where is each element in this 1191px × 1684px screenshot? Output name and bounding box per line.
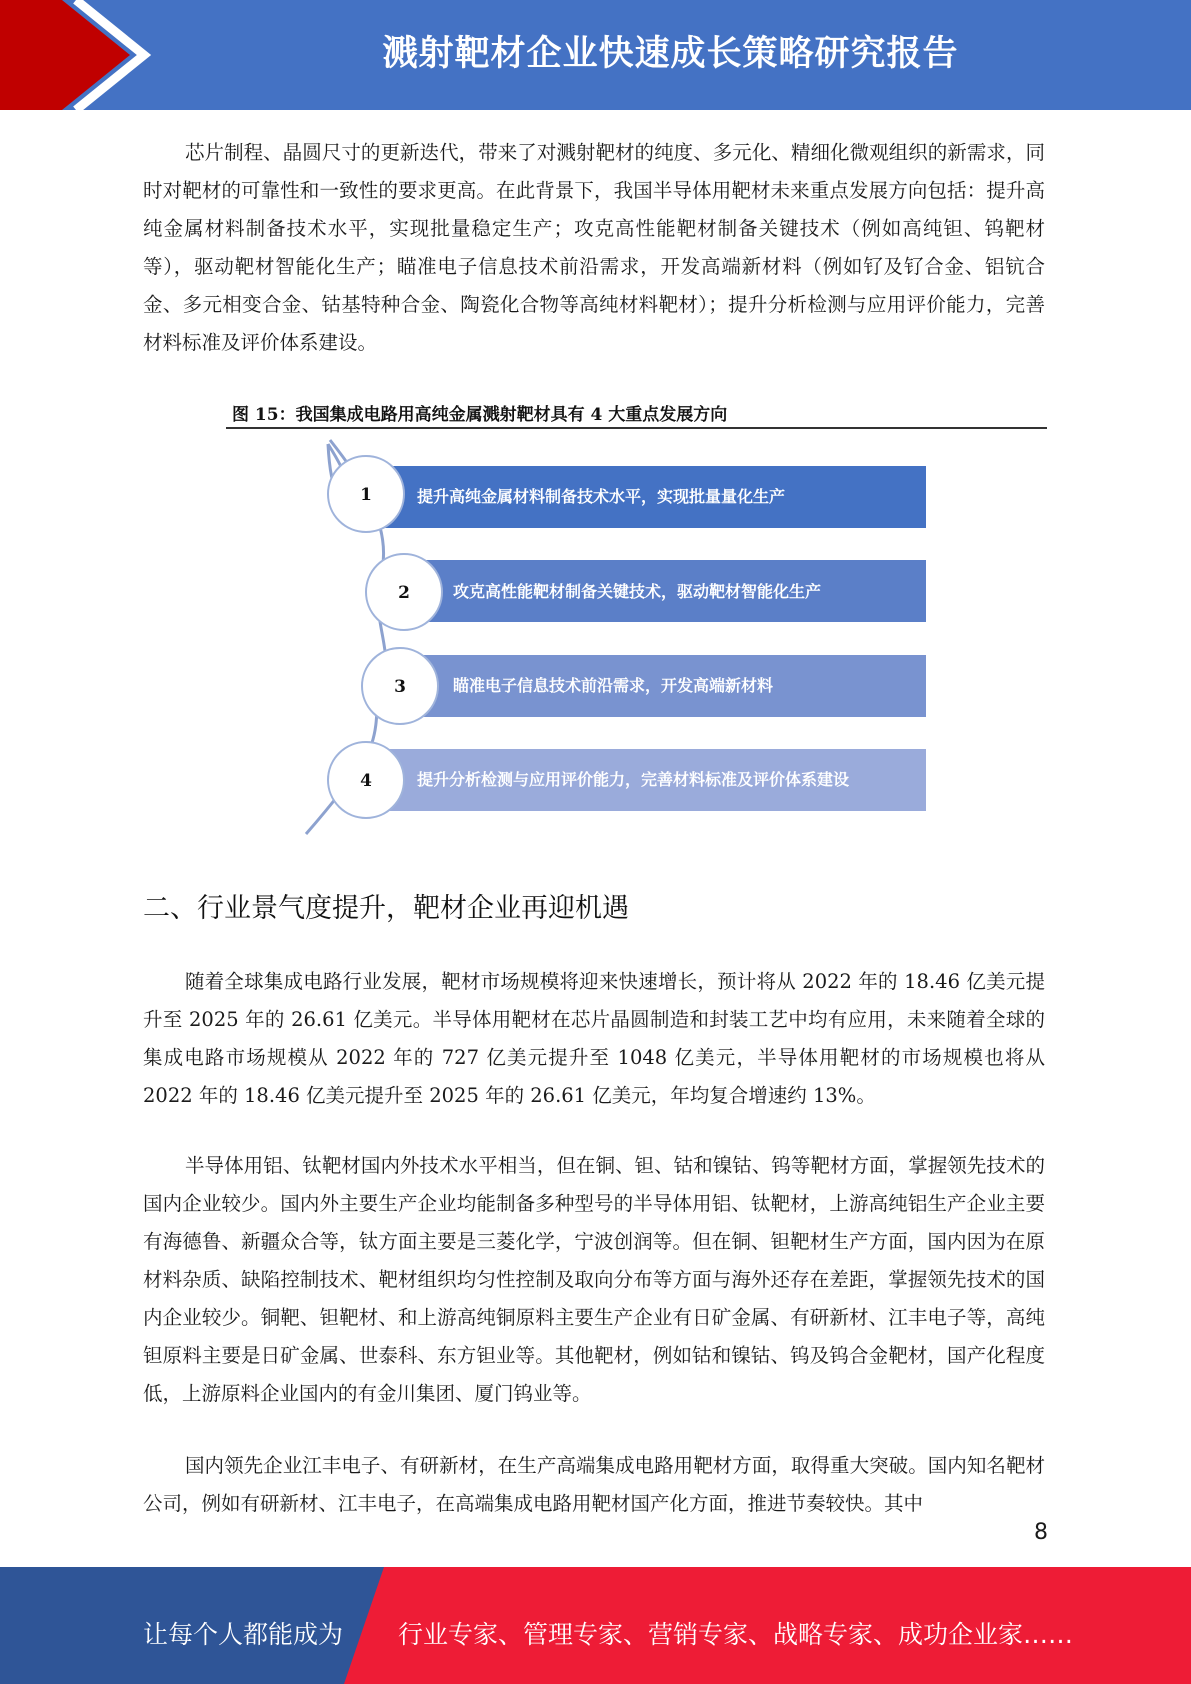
direction-number-4: 4 bbox=[360, 771, 372, 791]
report-title: 溅射靶材企业快速成长策略研究报告 bbox=[382, 34, 959, 74]
leading-companies-paragraph: 国内领先企业江丰电子、有研新材，在生产高端集成电路用靶材方面，取得重大突破。国内知名靶材公司，例如有研新材、江丰电子，在高端集成电路用靶材国产化方面，推进节奏较快。其中 bbox=[143, 1454, 1045, 1515]
figure-caption: 图 15：我国集成电路用高纯金属溅射靶材具有 4 大重点发展方向 bbox=[232, 405, 728, 425]
development-directions-diagram bbox=[300, 438, 940, 838]
intro-paragraph: 芯片制程、晶圆尺寸的更新迭代，带来了对溅射靶材的纯度、多元化、精细化微观组织的新需求，同时对靶材的可靠性和一致性的要求更高。在此背景下，我国半导体用靶材未来重点发展方向包括：提升高纯金属材料制备技术水平，实现批量稳定生产；攻克高性能靶材制备关键技术（例如高纯钽、钨靶材等），驱动靶材智能化生产；瞄准电子信息技术前沿需求，开发高端新材料（例如钌及钌合金、铝钪合金、多元相变合金、钴基特种合金、陶瓷化合物等高纯材料靶材）；提升分析检测与应用评价能力，完善材料标准及评价体系建设。 bbox=[143, 141, 1045, 354]
page-number: 8 bbox=[1034, 1520, 1048, 1545]
direction-number-1: 1 bbox=[360, 485, 372, 505]
direction-text-1: 提升高纯金属材料制备技术水平，实现批量量化生产 bbox=[417, 487, 786, 506]
figure-rule bbox=[226, 427, 1047, 429]
direction-text-2: 攻克高性能靶材制备关键技术，驱动靶材智能化生产 bbox=[453, 582, 822, 601]
footer-slogan-right: 行业专家、管理专家、营销专家、战略专家、成功企业家…… bbox=[398, 1620, 1074, 1649]
direction-number-3: 3 bbox=[394, 677, 406, 697]
technology-paragraph: 半导体用铝、钛靶材国内外技术水平相当，但在铜、钽、钴和镍钴、钨等靶材方面，掌握领先技术的国内企业较少。国内外主要生产企业均能制备多种型号的半导体用铝、钛靶材，上游高纯铝生产企业主要有海德鲁、新疆众合等，钛方面主要是三菱化学，宁波创润等。但在铜、钽靶材生产方面，国内因为在原材料杂质、缺陷控制技术、靶材组织均匀性控制及取向分布等方面与海外还存在差距，掌握领先技术的国内企业较少。铜靶、钽靶材、和上游高纯铜原料主要生产企业有日矿金属、有研新材、江丰电子等，高纯钽原料主要是日矿金属、世泰科、东方钽业等。其他靶材，例如钴和镍钴、钨及钨合金靶材，国产化程度低，上游原料企业国内的有金川集团、厦门钨业等。 bbox=[143, 1154, 1045, 1405]
direction-number-2: 2 bbox=[398, 583, 410, 603]
direction-text-3: 瞄准电子信息技术前沿需求，开发高端新材料 bbox=[453, 676, 774, 695]
section-heading: 二、行业景气度提升，靶材企业再迎机遇 bbox=[143, 893, 629, 924]
direction-text-4: 提升分析检测与应用评价能力，完善材料标准及评价体系建设 bbox=[417, 770, 850, 789]
page-header bbox=[0, 0, 1191, 110]
market-paragraph: 随着全球集成电路行业发展，靶材市场规模将迎来快速增长，预计将从 2022 年的 18.46 亿美元提升至 2025 年的 26.61 亿美元。半导体用靶材在芯片晶圆制造和封装工艺中均有应用，未来随着全球的集成电路市场规模从 2022 年的 727 亿美元提升至 1048 亿美元，半导体用靶材的市场规模也将从 2022 年的 18.46 亿美元提升至 2025 年的 26.61 亿美元，年均复合增速约 13%。 bbox=[143, 970, 1045, 1107]
footer-slogan-left: 让每个人都能成为 bbox=[143, 1620, 344, 1649]
page-footer bbox=[0, 1567, 1191, 1684]
